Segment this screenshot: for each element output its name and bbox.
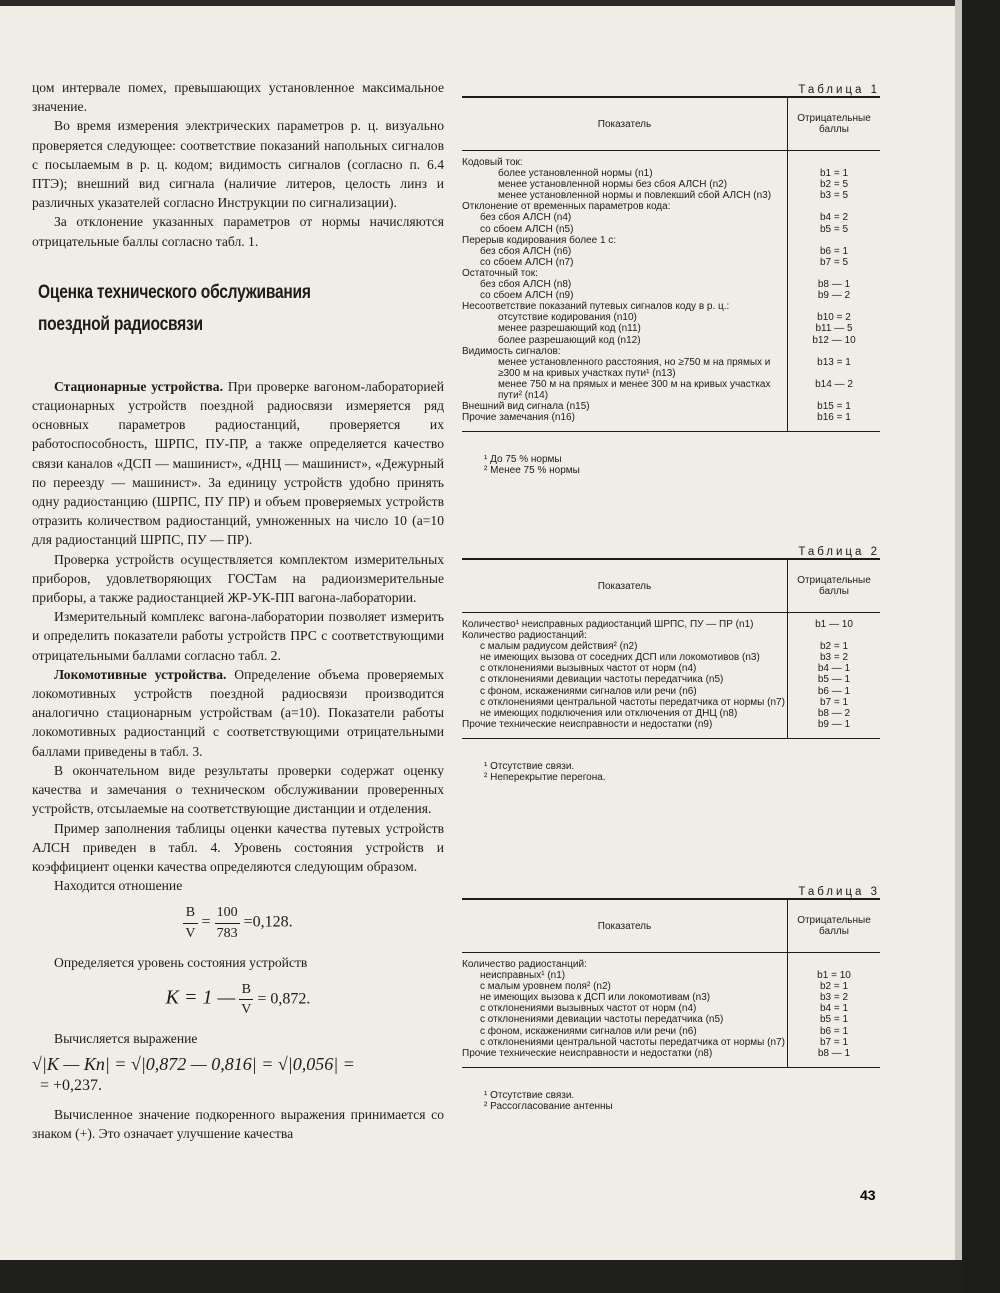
row-label: более разрешающий код (n12): [498, 334, 641, 346]
row-value: b5 = 5: [788, 224, 881, 235]
column-header: Отрицательные баллы: [788, 97, 881, 151]
row-value: b7 = 1: [788, 1037, 881, 1048]
paragraph: Определяется уровень состояния устройств: [54, 954, 308, 970]
row-value: b1 — 10: [788, 613, 881, 631]
footnote: ² Рассогласование антенны: [484, 1100, 613, 1112]
table-row: [462, 1026, 880, 1037]
table-row: [462, 379, 880, 401]
row-label: со сбоем АЛСН (n9): [480, 290, 574, 302]
table-row: [462, 981, 880, 992]
table-bottom-rule: [462, 738, 880, 739]
footnote: ² Менее 75 % нормы: [484, 465, 580, 477]
table-caption: Таблица 3: [798, 886, 880, 898]
table-row: [462, 674, 880, 685]
row-value: b5 = 1: [788, 1014, 881, 1025]
footnote: ² Неперекрытие перегона.: [484, 771, 606, 783]
row-label: Количество радиостанций:: [462, 959, 587, 970]
row-value: [788, 346, 881, 357]
table-row: [462, 212, 880, 223]
row-value: [788, 151, 881, 169]
paragraph: [32, 665, 444, 761]
fraction: [239, 980, 253, 1019]
paragraph: Вычисляется выражение: [54, 1031, 198, 1047]
row-value: b10 = 2: [788, 312, 881, 323]
row-label: с отклонениями девиации частоты передатчика (n5): [480, 1014, 724, 1026]
table-row: [462, 312, 880, 323]
row-value: b1 = 1: [788, 168, 881, 179]
row-value: b3 = 2: [788, 652, 881, 663]
column-header: Показатель: [462, 559, 788, 613]
table-row: [462, 246, 880, 257]
table-row: [462, 613, 880, 631]
formula-level: [32, 980, 444, 1019]
table-row: [462, 970, 880, 981]
table-row: [462, 151, 880, 169]
row-label: менее установленной нормы без сбоя АЛСН (n2): [498, 179, 728, 191]
row-label: Прочие технические неисправности и недостатки (n9): [462, 718, 713, 730]
paragraph-text: Определение объема проверяемых локомотивных устройств поездной радиосвязи производится аналогично стационарным устройствам (a=10). Показатели работы локомотивных радиостанций с соответствующими отрицательными баллами приведены в табл. 3.: [32, 666, 444, 759]
fraction: [183, 903, 197, 942]
paragraph: Пример заполнения таблицы оценки качества путевых устройств АЛСН приведен в табл. 4. Уровень состояния устройств и коэффициент оценки качества определяются следующим образом.: [32, 820, 444, 874]
spacer-cell: [462, 730, 788, 738]
row-value: b8 — 1: [788, 279, 881, 290]
formula-result: =0,128.: [243, 913, 293, 931]
row-value: [788, 268, 881, 279]
table-row: [462, 224, 880, 235]
table-caption: Таблица 2: [798, 546, 880, 558]
paragraph: За отклонение указанных параметров от нормы начисляются отрицательные баллы согласно табл. 1.: [32, 214, 444, 249]
table-bottom-rule: [462, 431, 880, 432]
row-label: без сбоя АЛСН (n6): [480, 245, 572, 257]
table-row: [462, 201, 880, 212]
table-notes: [462, 1090, 880, 1112]
row-label: Кодовый ток:: [462, 157, 523, 168]
formula-text: K = 1 —: [165, 986, 236, 1009]
section-heading: [38, 277, 371, 341]
row-label: с отклонениями центральной частоты передатчика от нормы (n7): [480, 696, 785, 708]
column-header: Показатель: [462, 899, 788, 953]
table-row: [462, 708, 880, 719]
top-edge: [0, 0, 960, 6]
column-header: Отрицательные баллы: [788, 559, 881, 613]
row-value: [788, 201, 881, 212]
row-value: b11 — 5: [788, 323, 881, 334]
row-label: не имеющих подключения или отключения от ДНЦ (n8): [480, 707, 738, 719]
formula-result: = 0,872.: [257, 990, 311, 1008]
row-value: b1 = 10: [788, 970, 881, 981]
heading-line: поездной радиосвязи: [38, 313, 203, 335]
spacer-cell: [788, 730, 881, 738]
row-value: b7 = 1: [788, 697, 881, 708]
table-spacer-row: [462, 1059, 880, 1067]
formula-root-result: = +0,237.: [40, 1076, 103, 1094]
table-row: [462, 412, 880, 423]
row-value: b16 = 1: [788, 412, 881, 423]
table-row: [462, 630, 880, 641]
page-edge: [955, 0, 962, 1293]
table-1: [462, 84, 880, 476]
table-row: [462, 179, 880, 190]
denominator: 783: [216, 925, 238, 941]
row-value: [788, 630, 881, 641]
table-row: [462, 1048, 880, 1059]
row-label: менее установленного расстояния, но ≥750 м на прямых и ≥300 м на кривых участках пути¹ (n13): [498, 356, 771, 379]
table-body: [462, 151, 880, 432]
row-value: [788, 235, 881, 246]
table-row: [462, 652, 880, 663]
table-row: [462, 401, 880, 412]
row-label: с фоном, искажениями сигналов или речи (n6): [480, 1025, 697, 1037]
row-value: b3 = 2: [788, 992, 881, 1003]
table-bottom-rule: [462, 1067, 880, 1068]
table-row: [462, 697, 880, 708]
table-row: [462, 335, 880, 346]
row-value: [788, 301, 881, 312]
binding-shadow: [962, 0, 1000, 1293]
row-label: Перерыв кодирования более 1 с:: [462, 234, 617, 246]
row-label: Отклонение от временных параметров кода:: [462, 201, 671, 213]
row-label: Количество радиостанций:: [462, 630, 587, 642]
table-row: [462, 641, 880, 652]
row-value: [788, 953, 881, 971]
footnote: ¹ Отсутствие связи.: [484, 1089, 575, 1101]
bottom-edge: [0, 1260, 978, 1293]
page-number: 43: [860, 1187, 876, 1203]
table-body: [462, 613, 880, 738]
table-row: [462, 323, 880, 334]
paragraph: В окончательном виде результаты проверки содержат оценку качества и замечания о техническом обслуживании проверенных устройств, отсылаемые на соответствующие дистанции и отделения.: [32, 762, 444, 817]
row-value: b15 = 1: [788, 401, 881, 412]
row-value: b2 = 5: [788, 179, 881, 190]
row-value: b2 = 1: [788, 641, 881, 652]
table-row: [462, 663, 880, 674]
row-label: Внешний вид сигнала (n15): [462, 401, 590, 413]
table-body: [462, 953, 880, 1067]
row-label: с малым уровнем поля² (n2): [480, 981, 611, 993]
row-value: b6 = 1: [788, 246, 881, 257]
row-label: Остаточный ток:: [462, 267, 538, 279]
paragraph-text: При проверке вагоном-лабораторией стационарных устройств поездной радиосвязи измеряется ряд основных параметров радиостанций, проверяется их работоспособность, ШРПС, ПУ-ПР, а также определяется качество связи каналов «ДСП — машинист», «ДНЦ — машинист», «Дежурный по переезду — машинист». За единицу устройств удобно принять одну радиостанцию (ШРПС, ПУ ПР) и объем проверяемых устройств отразить количеством радиостанций, умноженных на число 10 (a=10 для радиостанций ШРПС, ПУ — ПР).: [32, 378, 444, 548]
row-label: Прочие замечания (n16): [462, 412, 575, 424]
row-label: с отклонениями центральной частоты передатчика от нормы (n7): [480, 1036, 785, 1048]
row-label: со сбоем АЛСН (n7): [480, 256, 574, 268]
paragraph: Проверка устройств осуществляется комплектом измерительных приборов, удовлетворяющих ГОСТам на радиоизмерительные приборы, а также радиостанцией ЖР-УК-ПП вагона-лаборатории.: [32, 551, 444, 606]
table-row: [462, 1003, 880, 1014]
paragraph: Находится отношение: [54, 878, 183, 894]
table-row: [462, 168, 880, 179]
table-row: [462, 719, 880, 730]
row-label: не имеющих вызова от соседних ДСП или локомотивов (n3): [480, 652, 760, 664]
row-label: более установленной нормы (n1): [498, 168, 653, 180]
subsection-title: Стационарные устройства.: [54, 378, 223, 394]
row-label: Видимость сигналов:: [462, 345, 561, 357]
row-value: b14 — 2: [788, 379, 881, 401]
row-value: b9 — 2: [788, 290, 881, 301]
row-value: b3 = 5: [788, 190, 881, 201]
row-value: b12 — 10: [788, 335, 881, 346]
table: [462, 558, 880, 738]
row-value: b6 = 1: [788, 1026, 881, 1037]
paragraph: Измерительный комплекс вагона-лаборатории позволяет измерить и определить показатели работы устройств ПРС с соответствующими отрицательными баллами согласно табл. 2.: [32, 609, 444, 663]
table-spacer-row: [462, 730, 880, 738]
paragraph: цом интервале помех, превышающих установленное максимальное значение.: [32, 80, 444, 115]
row-label: менее 750 м на прямых и менее 300 м на кривых участках пути² (n14): [498, 378, 771, 401]
table-row: [462, 346, 880, 357]
table-row: [462, 257, 880, 268]
row-value: b9 — 1: [788, 719, 881, 730]
row-label: с фоном, искажениями сигналов или речи (n6): [480, 685, 697, 697]
table: [462, 96, 880, 431]
column-header: Показатель: [462, 97, 788, 151]
fraction: [215, 903, 240, 942]
table-caption: Таблица 1: [798, 84, 880, 96]
paragraph: Во время измерения электрических параметров р. ц. визуально проверяется следующее: соответствие показаний напольных сигналов с посылаемым в р. ц. кодом; видимость сигналов (согласно п. 6.4 ПТЭ); внешний вид сигнала (наличие литеров, целость линз и различных указателей согласно Инструкции по сигнализации).: [32, 118, 444, 211]
row-value: b4 — 1: [788, 663, 881, 674]
table-row: [462, 686, 880, 697]
footnote: ¹ Отсутствие связи.: [484, 760, 575, 772]
row-label: со сбоем АЛСН (n5): [480, 223, 574, 235]
denominator: V: [241, 1002, 252, 1018]
table-row: [462, 1014, 880, 1025]
row-label: неисправных¹ (n1): [480, 970, 566, 982]
table-notes: [462, 761, 880, 783]
row-value: b13 = 1: [788, 357, 881, 379]
row-value: b6 — 1: [788, 686, 881, 697]
table-row: [462, 953, 880, 971]
subsection-title: Локомотивные устройства.: [54, 666, 227, 682]
table-row: [462, 1037, 880, 1048]
row-value: b4 = 1: [788, 1003, 881, 1014]
row-value: b7 = 5: [788, 257, 881, 268]
spacer-cell: [788, 1059, 881, 1067]
spacer-cell: [788, 423, 881, 431]
row-label: с отклонениями вызывных частот от норм (n4): [480, 1003, 697, 1015]
row-value: b4 = 2: [788, 212, 881, 223]
numerator: 100: [215, 903, 240, 923]
row-label: Несоответствие показаний путевых сигналов коду в р. ц.:: [462, 301, 730, 313]
row-label: с отклонениями вызывных частот от норм (n4): [480, 663, 697, 675]
row-value: b8 — 1: [788, 1048, 881, 1059]
row-label: без сбоя АЛСН (n8): [480, 279, 572, 291]
paragraph: [32, 377, 444, 550]
row-label: менее установленной нормы и повлекший сбой АЛСН (n3): [498, 190, 772, 202]
formula-root: √|K — Kп| = √|0,872 — 0,816| = √|0,056| =: [32, 1053, 355, 1074]
formula-ratio: $\frac{B}{V}$ = $\frac{100}{783}$ =0,128.: [32, 903, 444, 942]
table-notes: [462, 454, 880, 476]
table-spacer-row: [462, 423, 880, 431]
heading-line: Оценка технического обслуживания: [38, 281, 311, 303]
row-label: без сбоя АЛСН (n4): [480, 212, 572, 224]
spacer-cell: [462, 423, 788, 431]
table-2: [462, 546, 880, 783]
row-value: b5 — 1: [788, 674, 881, 685]
paragraph: Вычисленное значение подкоренного выражения принимается со знаком (+). Это означает улучшение качества: [32, 1106, 444, 1142]
footnote: ¹ До 75 % нормы: [484, 454, 562, 466]
row-label: Прочие технические неисправности и недостатки (n8): [462, 1047, 713, 1059]
table-row: [462, 301, 880, 312]
table-3: [462, 886, 880, 1112]
table-row: [462, 268, 880, 279]
table-row: [462, 357, 880, 379]
row-label: не имеющих вызова к ДСП или локомотивам (n3): [480, 992, 711, 1004]
table-row: [462, 279, 880, 290]
denominator: V: [185, 925, 196, 941]
row-value: b2 = 1: [788, 981, 881, 992]
numerator: B: [183, 903, 197, 923]
table-row: [462, 190, 880, 201]
column-header: Отрицательные баллы: [788, 899, 881, 953]
table: [462, 898, 880, 1067]
row-value: b8 — 2: [788, 708, 881, 719]
table-row: [462, 290, 880, 301]
row-label: с малым радиусом действия² (n2): [480, 641, 638, 653]
row-label: Количество¹ неисправных радиостанций ШРПС, ПУ — ПР (n1): [462, 619, 754, 630]
table-row: [462, 235, 880, 246]
row-label: отсутствие кодирования (n10): [498, 312, 637, 324]
row-label: менее разрешающий код (n11): [498, 323, 641, 335]
numerator: B: [239, 980, 253, 1000]
table-row: [462, 992, 880, 1003]
left-column: [32, 78, 444, 1143]
row-label: с отклонениями девиации частоты передатчика (n5): [480, 674, 724, 686]
spacer-cell: [462, 1059, 788, 1067]
